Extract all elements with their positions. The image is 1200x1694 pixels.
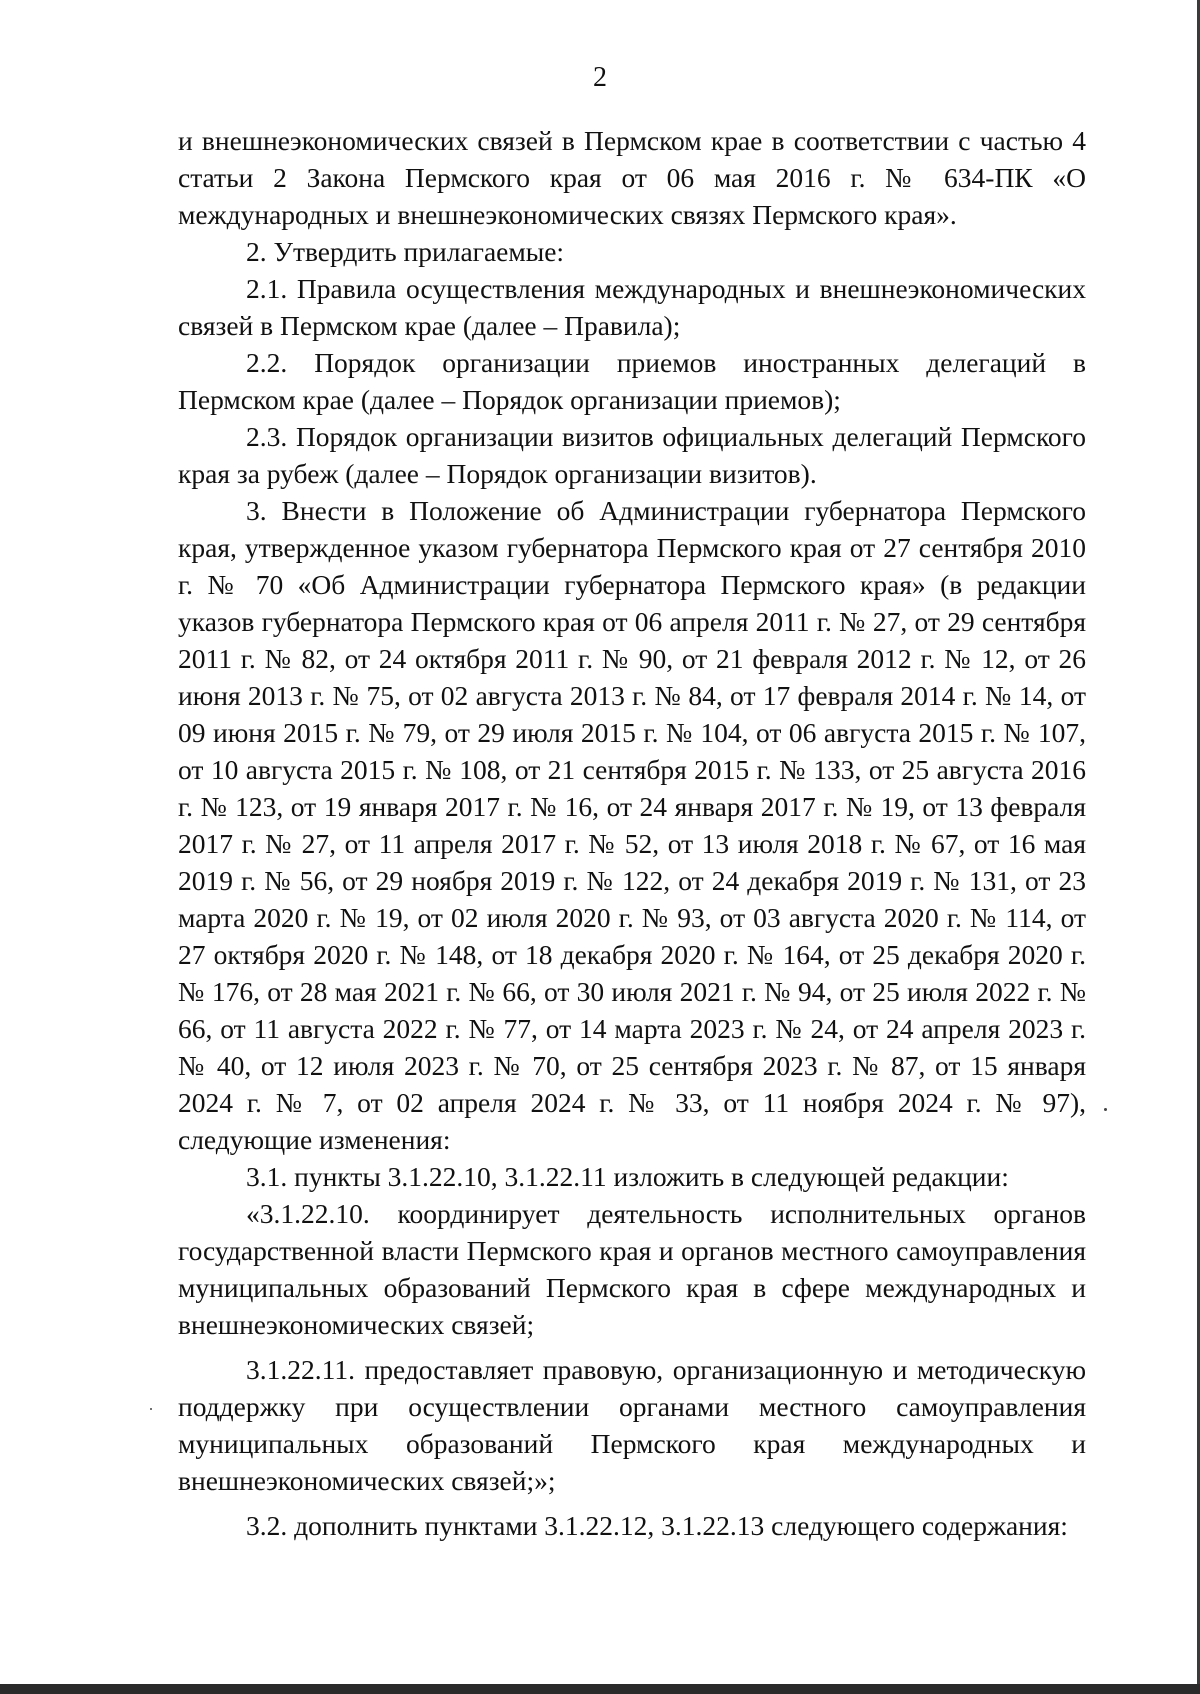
paragraph-3-1-22-11: 3.1.22.11. предоставляет правовую, организационную и методическую поддержку при осуществлении органами местного самоуправления муниципальных образований Пермского края международных и внешнеэкономических связей;»;	[178, 1354, 1086, 1496]
scan-speck	[1104, 1108, 1107, 1111]
scan-speck	[150, 1408, 152, 1410]
paragraph-2-1-rules: 2.1. Правила осуществления международных и внешнеэкономических связей в Пермском крае (далее – Правила);	[178, 273, 1086, 341]
paragraph-3-amendments: 3. Внести в Положение об Администрации губернатора Пермского края, утвержденное указом губернатора Пермского края от 27 сентября 2010 г. № 70 «Об Администрации губернатора Пермского края» (в редакции указов губернатора Пермского края от 06 апреля 2011 г. № 27, от 29 сентября 2011 г. № 82, от 24 октября 2011 г. № 90, от 21 февраля 2012 г. № 12, от 26 июня 2013 г. № 75, от 02 августа 2013 г. № 84, от 17 февраля 2014 г. № 14, от 09 июня 2015 г. № 79, от 29 июля 2015 г. № 104, от 06 августа 2015 г. № 107, от 10 августа 2015 г. № 108, от 21 сентября 2015 г. № 133, от 25 августа 2016 г. № 123, от 19 января 2017 г. № 16, от 24 января 2017 г. № 19, от 13 февраля 2017 г. № 27, от 11 апреля 2017 г. № 52, от 13 июля 2018 г. № 67, от 16 мая 2019 г. № 56, от 29 ноября 2019 г. № 122, от 24 декабря 2019 г. № 131, от 23 марта 2020 г. № 19, от 02 июля 2020 г. № 93, от 03 августа 2020 г. № 114, от 27 октября 2020 г. № 148, от 18 декабря 2020 г. № 164, от 25 декабря 2020 г. № 176, от 28 мая 2021 г. № 66, от 30 июля 2021 г. № 94, от 25 июля 2022 г. № 66, от 11 августа 2022 г. № 77, от 14 марта 2023 г. № 24, от 24 апреля 2023 г. № 40, от 12 июля 2023 г. № 70, от 25 сентября 2023 г. № 87, от 15 января 2024 г. № 7, от 02 апреля 2024 г. № 33, от 11 ноября 2024 г. № 97), следующие изменения:	[178, 495, 1086, 1155]
paragraph-3-1-22-10: «3.1.22.10. координирует деятельность исполнительных органов государственной власти Пермского края и органов местного самоуправления муниципальных образований Пермского края в сфере международных и внешнеэкономических связей;	[178, 1198, 1086, 1340]
paragraph-3-2-supplement: 3.2. дополнить пунктами 3.1.22.12, 3.1.22.13 следующего содержания:	[246, 1510, 1068, 1541]
paragraph-2-3-visit-order: 2.3. Порядок организации визитов официальных делегаций Пермского края за рубеж (далее – Порядок организации визитов).	[178, 421, 1086, 489]
document-body	[178, 122, 1086, 1544]
paragraph-3-1-items: 3.1. пункты 3.1.22.10, 3.1.22.11 изложить в следующей редакции:	[246, 1161, 1009, 1192]
scan-edge-bottom	[0, 1684, 1200, 1694]
paragraph-2-approve: 2. Утвердить прилагаемые:	[246, 236, 565, 267]
paragraph-1-continuation: и внешнеэкономических связей в Пермском крае в соответствии с частью 4 статьи 2 Закона Пермского края от 06 мая 2016 г. № 634-ПК «О международных и внешнеэкономических связях Пермского края».	[178, 125, 1086, 230]
page-number: 2	[593, 62, 607, 93]
paragraph-2-2-reception-order: 2.2. Порядок организации приемов иностранных делегаций в Пермском крае (далее – Порядок организации приемов);	[178, 347, 1086, 415]
